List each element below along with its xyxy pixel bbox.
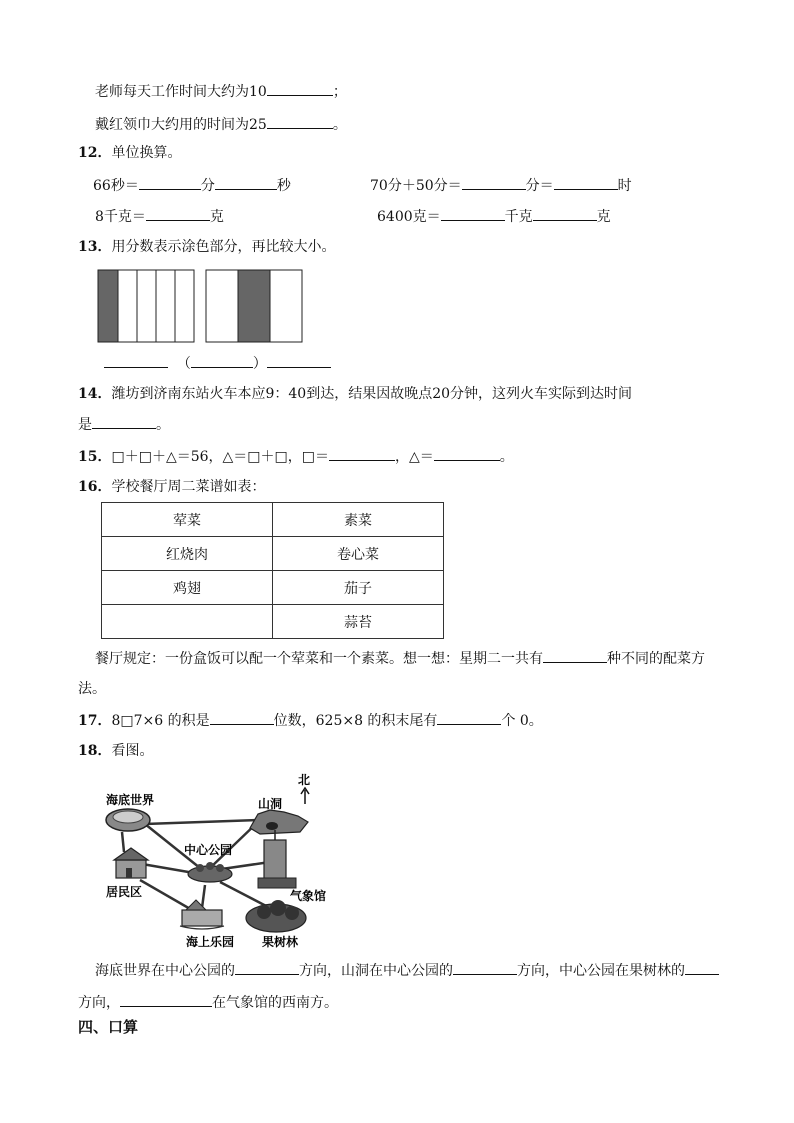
q18-line1: 海底世界在中心公园的 方向，山洞在中心公园的 方向，中心公园在果树林的 <box>95 960 719 981</box>
fraction-figure-left <box>98 270 194 342</box>
q13-title: 13．用分数表示涂色部分，再比较大小。 <box>78 239 336 255</box>
answer-blank[interactable] <box>329 446 395 461</box>
orchard-icon <box>246 900 306 932</box>
weather-station-icon <box>258 830 296 888</box>
answer-blank[interactable] <box>92 414 156 429</box>
answer-blank[interactable] <box>434 446 500 461</box>
map-label-weather-station: 气象馆 <box>290 889 327 903</box>
q12-item-3: 8千克＝ 克 <box>95 206 224 227</box>
answer-blank[interactable] <box>441 206 505 221</box>
direction-map <box>100 770 340 952</box>
answer-blank[interactable] <box>462 175 526 190</box>
q15-line: 15．□＋□＋△＝56，△＝□＋□，□＝ ，△＝ 。 <box>78 446 514 467</box>
map-label-undersea-world: 海底世界 <box>106 793 155 807</box>
answer-blank[interactable] <box>146 206 210 221</box>
menu-table <box>101 502 444 639</box>
table-cell <box>102 605 273 639</box>
q16-rule-line1: 餐厅规定：一份盒饭可以配一个荤菜和一个素菜。想一想：星期二一共有 种不同的配菜方 <box>95 648 705 669</box>
table-row <box>102 537 444 571</box>
answer-blank[interactable] <box>437 710 501 725</box>
fraction-figures <box>96 268 306 344</box>
fraction-figure-right <box>206 270 302 342</box>
answer-blank[interactable] <box>210 710 274 725</box>
answer-blank[interactable] <box>267 353 331 368</box>
section-heading: 四、口算 <box>78 1018 139 1036</box>
answer-blank[interactable] <box>104 353 168 368</box>
table-row <box>102 503 444 537</box>
answer-blank[interactable] <box>453 960 517 975</box>
answer-blank[interactable] <box>267 81 333 96</box>
map-label-orchard: 果树林 <box>262 935 299 949</box>
answer-blank[interactable] <box>685 960 719 975</box>
q12-item-1: 66秒＝ 分 秒 <box>93 175 291 196</box>
q16-title: 16．学校餐厅周二菜谱如表： <box>78 479 266 495</box>
table-cell: 鸡翅 <box>102 571 273 605</box>
q12-title: 12．单位换算。 <box>78 145 182 161</box>
q18-title: 18．看图。 <box>78 743 154 759</box>
answer-blank[interactable] <box>533 206 597 221</box>
table-row <box>102 571 444 605</box>
map-label-sea-paradise: 海上乐园 <box>186 935 235 949</box>
map-label-residential-area: 居民区 <box>106 885 143 899</box>
answer-blank[interactable] <box>215 175 277 190</box>
q12-item-2: 70分＋50分＝ 分＝ 时 <box>370 175 632 196</box>
answer-blank[interactable] <box>267 114 333 129</box>
q10-line2: 戴红领巾大约用的时间为25 。 <box>95 114 347 135</box>
north-label: 北 <box>298 773 311 787</box>
cave-icon <box>250 810 308 834</box>
q14-line1: 14．潍坊到济南东站火车本应9：40到达，结果因故晚点20分钟，这列火车实际到达时间 <box>78 386 633 402</box>
answer-blank[interactable] <box>235 960 299 975</box>
answer-blank[interactable] <box>139 175 201 190</box>
table-cell: 荤菜 <box>102 503 273 537</box>
map-label-central-park: 中心公园 <box>184 843 233 857</box>
north-arrow-icon <box>301 788 309 804</box>
q13-answer-row: （ ） <box>104 353 331 374</box>
answer-blank[interactable] <box>543 648 607 663</box>
table-cell: 蒜苔 <box>273 605 444 639</box>
q12-item-4: 6400克＝ 千克 克 <box>377 206 611 227</box>
q10-line1: 老师每天工作时间大约为10 ； <box>95 81 347 102</box>
table-row <box>102 605 444 639</box>
q18-line2: 方向， 在气象馆的西南方。 <box>78 992 338 1013</box>
answer-blank[interactable] <box>554 175 618 190</box>
q14-line2: 是 。 <box>78 414 170 435</box>
map-label-cave: 山洞 <box>258 797 283 811</box>
table-cell: 茄子 <box>273 571 444 605</box>
answer-blank[interactable] <box>120 992 212 1007</box>
compare-blank[interactable] <box>191 353 253 368</box>
table-cell: 素菜 <box>273 503 444 537</box>
table-cell: 卷心菜 <box>273 537 444 571</box>
q17-line: 17．8□7×6 的积是 位数，625×8 的积末尾有 个 0。 <box>78 710 543 731</box>
undersea-world-icon <box>106 809 150 831</box>
q16-rule-line2: 法。 <box>78 681 106 697</box>
table-cell: 红烧肉 <box>102 537 273 571</box>
residential-area-icon <box>114 848 148 878</box>
